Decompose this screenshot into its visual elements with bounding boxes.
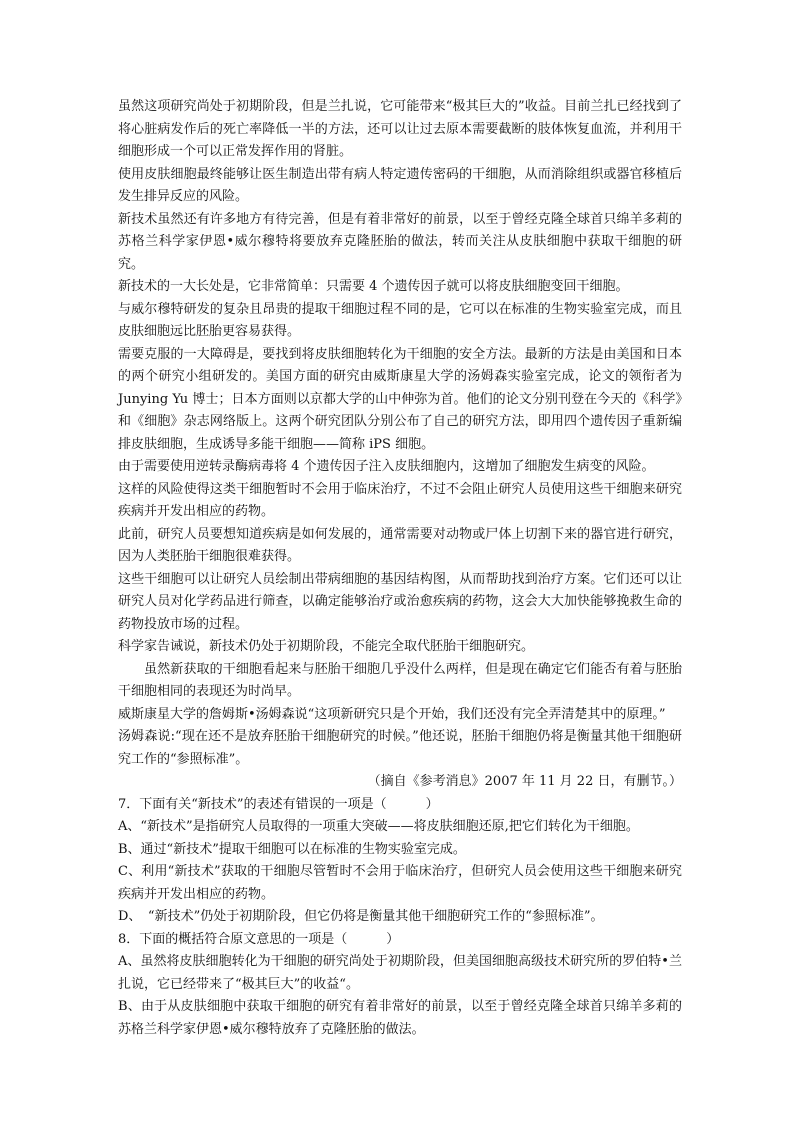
paragraph-4: 新技术的一大长处是，它非常简单：只需要 4 个遗传因子就可以将皮肤细胞变回干细胞。 bbox=[118, 279, 629, 294]
paragraph-14: 汤姆森说:“现在还不是放弃胚胎干细胞研究的时候。”他还说，胚胎干细胞仍将是衡量其他干细胞研究工作的“参照标准”。 bbox=[118, 729, 682, 767]
paragraph-1: 虽然这项研究尚处于初期阶段，但是兰扎说，它可能带来“极其巨大的”收益。目前兰扎已经找到了将心脏病发作后的死亡率降低一半的方法，还可以让过去原本需要截断的肢体恢复血流，并利用干细胞形成一个可以正常发挥作用的肾脏。 bbox=[118, 99, 682, 159]
paragraph-2: 使用皮肤细胞最终能够让医生制造出带有病人特定遗传密码的干细胞，从而消除组织或器官移植后发生排异反应的风险。 bbox=[118, 166, 682, 204]
paragraph-10: 这些干细胞可以让研究人员绘制出带病细胞的基因结构图，从而帮助找到治疗方案。它们还可以让研究人员对化学药品进行筛查，以确定能够治疗或治愈疾病的药物，这会大大加快能够挽救生命的药物投放市场的过程。 bbox=[118, 571, 682, 632]
paragraph-8: 这样的风险使得这类干细胞暂时不会用于临床治疗，不过不会阻止研究人员使用这些干细胞来研究疾病并开发出相应的药物。 bbox=[118, 481, 682, 519]
question-7-option-c: C、利用“新技术”获取的干细胞尽管暂时不会用于临床治疗，但研究人员会使用这些干细胞来研究疾病并开发出相应的药物。 bbox=[118, 864, 682, 902]
paragraph-6: 需要克服的一大障碍是，要找到将皮肤细胞转化为干细胞的安全方法。最新的方法是由美国和日本的两个研究小组研发的。美国方面的研究由威斯康星大学的汤姆森实验室完成，论文的领衔者为 Junying Yu 博士；日本方面则以京都大学的山中伸弥为首。他们的论文分别刊登在今天的《科学》和《细胞》杂志网络版上。这两个研究团队分别公布了自己的研究方法，即用四个遗传因子重新编排皮肤细胞，生成诱导多能干细胞——简称 iPS 细胞。 bbox=[118, 346, 682, 452]
paragraph-9: 此前，研究人员要想知道疾病是如何发展的，通常需要对动物或尸体上切割下来的器官进行研究，因为人类胚胎干细胞很难获得。 bbox=[118, 526, 682, 564]
paragraph-12: 虽然新获取的干细胞看起来与胚胎干细胞几乎没什么两样，但是现在确定它们能否有着与胚胎干细胞相同的表现还为时尚早。 bbox=[118, 661, 682, 699]
paragraph-5: 与威尔穆特研发的复杂且昂贵的提取干细胞过程不同的是，它可以在标准的生物实验室完成，而且皮肤细胞远比胚胎更容易获得。 bbox=[118, 301, 682, 339]
source-citation: （摘自《参考消息》2007 年 11 月 22 日，有删节。） bbox=[367, 774, 682, 789]
question-7-option-a: A、“新技术”是指研究人员取得的一项重大突破——将皮肤细胞还原,把它们转化为干细胞。 bbox=[118, 819, 639, 834]
paragraph-13: 威斯康星大学的詹姆斯•汤姆森说“这项新研究只是个开始，我们还没有完全弄清楚其中的原理。” bbox=[118, 706, 666, 722]
paragraph-3: 新技术虽然还有许多地方有待完善，但是有着非常好的前景，以至于曾经克隆全球首只绵羊多莉的苏格兰科学家伊恩•威尔穆特将要放弃克隆胚胎的做法，转而关注从皮肤细胞中获取干细胞的研究。 bbox=[118, 211, 682, 272]
question-7-stem: 7．下面有关“新技术”的表述有错误的一项是（ ） bbox=[118, 796, 439, 812]
question-8-option-b: B、由于从皮肤细胞中获取干细胞的研究有着非常好的前景，以至于曾经克隆全球首只绵羊多莉的苏格兰科学家伊恩•威尔穆特放弃了克隆胚胎的做法。 bbox=[118, 999, 682, 1037]
paragraph-11: 科学家告诫说，新技术仍处于初期阶段，不能完全取代胚胎干细胞研究。 bbox=[118, 639, 535, 654]
document-page bbox=[118, 96, 682, 1041]
question-7-option-d: D、 “新技术”仍处于初期阶段，但它仍将是衡量其他干细胞研究工作的“参照标准”。 bbox=[118, 909, 604, 924]
question-8-option-a: A、虽然将皮肤细胞转化为干细胞的研究尚处于初期阶段，但美国细胞高级技术研究所的罗伯特•兰扎说，它已经带来了“极其巨大”的收益“。 bbox=[118, 954, 682, 992]
question-8-stem: 8．下面的概括符合原文意思的一项是（ ） bbox=[118, 931, 400, 947]
paragraph-7: 由于需要使用逆转录酶病毒将 4 个遗传因子注入皮肤细胞内，这增加了细胞发生病变的风险。 bbox=[118, 459, 655, 474]
question-7-option-b: B、通过“新技术”提取干细胞可以在标准的生物实验室完成。 bbox=[118, 841, 466, 857]
